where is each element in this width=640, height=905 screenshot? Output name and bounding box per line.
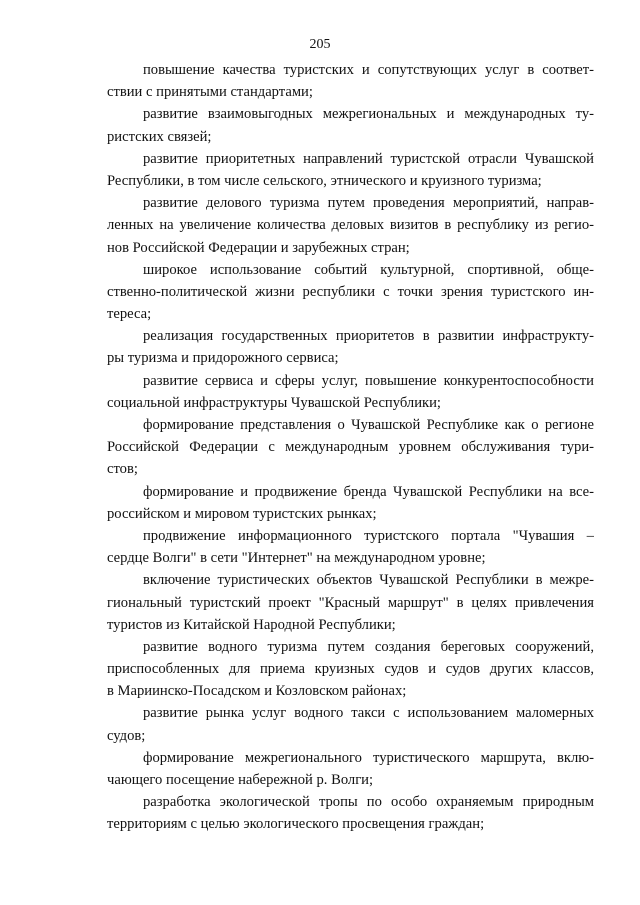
list-item	[107, 747, 594, 791]
text-line: ствии с принятыми стандартами;	[107, 84, 313, 101]
list-item	[107, 148, 594, 192]
text-line: широкое использование событий культурной, спортивной, обще-	[143, 261, 594, 278]
list-item	[107, 259, 594, 326]
list-item	[107, 481, 594, 525]
text-line: продвижение информационного туристского портала "Чувашия –	[143, 527, 594, 544]
list-item	[107, 325, 594, 369]
text-line: развитие водного туризма путем создания береговых сооружений,	[143, 638, 594, 655]
list-item	[107, 569, 594, 636]
text-line: туристов из Китайской Народной Республики;	[107, 616, 396, 633]
text-line: судов;	[107, 727, 146, 744]
text-line: территориям с целью экологического просвещения граждан;	[107, 816, 485, 833]
text-line: ственно-политической жизни республики с точки зрения туристского ин-	[107, 283, 594, 300]
text-line: развитие делового туризма путем проведения мероприятий, направ-	[143, 195, 594, 212]
list-item	[107, 103, 594, 147]
list-item	[107, 59, 594, 103]
list-item	[107, 370, 594, 414]
text-line: социальной инфраструктуры Чувашской Республики;	[107, 394, 441, 411]
list-item	[107, 192, 594, 259]
list-item	[107, 791, 594, 835]
text-line: ры туризма и придорожного сервиса;	[107, 350, 339, 367]
text-line: в Мариинско-Посадском и Козловском районах;	[107, 683, 407, 700]
list-item	[107, 702, 594, 746]
text-line: нов Российской Федерации и зарубежных стран;	[107, 239, 410, 256]
text-line: ленных на увеличение количества деловых визитов в республику из регио-	[107, 217, 594, 234]
list-item	[107, 525, 594, 569]
text-line: чающего посещение набережной р. Волги;	[107, 772, 374, 788]
text-line: разработка экологической тропы по особо охраняемым природным	[143, 794, 594, 811]
text-line: Республики, в том числе сельского, этнического и круизного туризма;	[107, 172, 542, 189]
text-line: ристских связей;	[107, 128, 212, 145]
text-line: Российской Федерации с международным уровнем обслуживания тури-	[107, 439, 594, 456]
text-line: развитие сервиса и сферы услуг, повышение конкурентоспособности	[143, 372, 594, 389]
list-item	[107, 414, 594, 481]
text-line: формирование и продвижение бренда Чувашской Республики на все-	[143, 483, 594, 500]
text-line: сердце Волги" в сети "Интернет" на международном уровне;	[107, 550, 486, 567]
text-line: формирование представления о Чувашской Республике как о регионе	[143, 417, 594, 433]
text-line: реализация государственных приоритетов в развитии инфраструкту-	[143, 328, 594, 345]
text-line: приспособленных для приема круизных судов и судов других классов,	[107, 661, 594, 678]
text-line: развитие приоритетных направлений туристской отрасли Чувашской	[143, 150, 594, 167]
page-body	[107, 59, 594, 836]
text-line: гиональный туристский проект "Красный маршрут" в целях привлечения	[107, 594, 594, 611]
text-line: стов;	[107, 461, 138, 478]
list-item	[107, 636, 594, 703]
text-line: формирование межрегионального туристического маршрута, вклю-	[143, 749, 594, 766]
text-line: развитие взаимовыгодных межрегиональных и международных ту-	[143, 106, 594, 123]
text-line: повышение качества туристских и сопутствующих услуг в соответ-	[143, 62, 594, 78]
text-line: тереса;	[107, 306, 152, 323]
text-line: развитие рынка услуг водного такси с использованием маломерных	[143, 705, 594, 722]
page-number: 205	[309, 37, 331, 52]
text-line: российском и мировом туристских рынках;	[107, 505, 377, 522]
text-line: включение туристических объектов Чувашской Республики в межре-	[143, 572, 594, 589]
